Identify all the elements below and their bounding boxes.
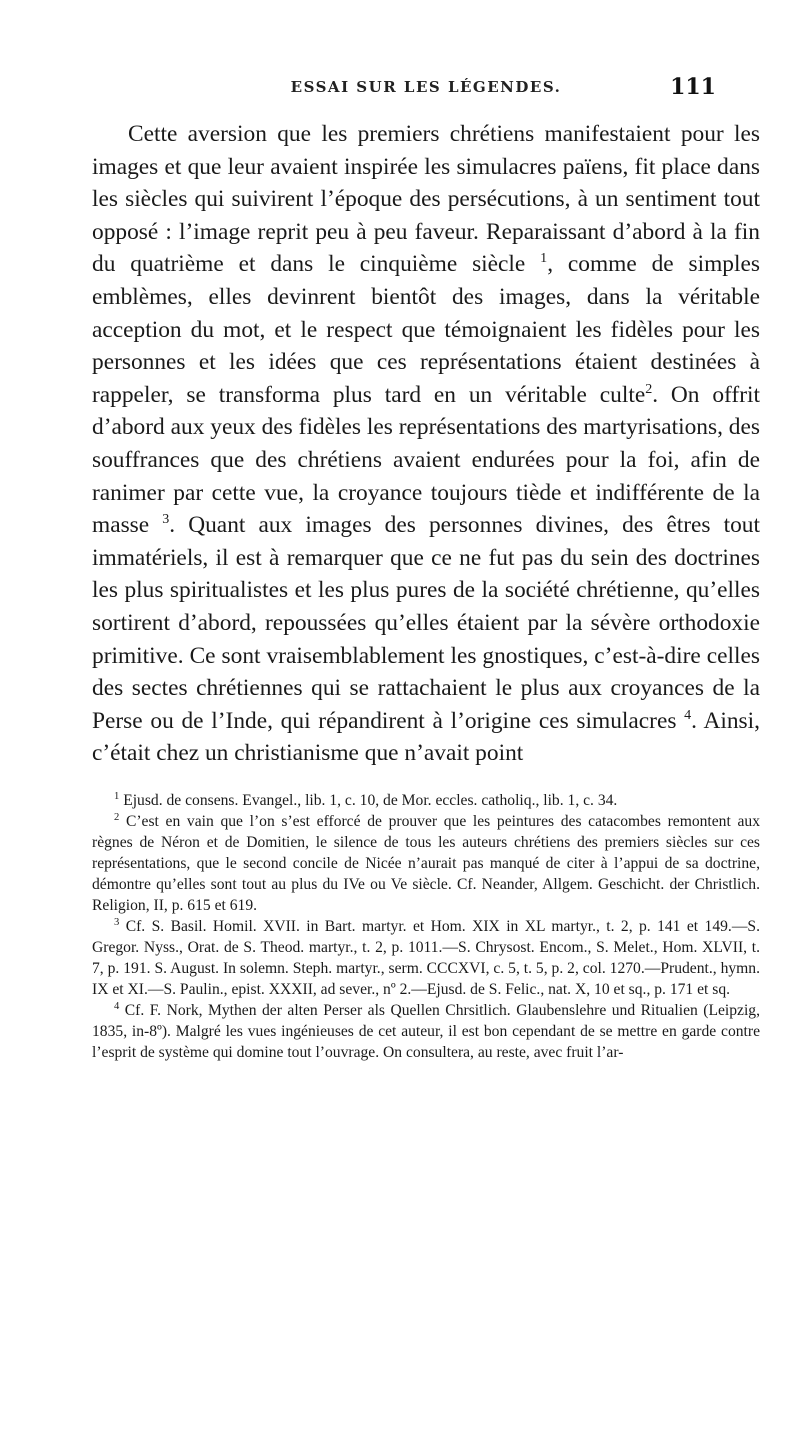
running-title: ESSAI SUR LES LÉGENDES. [290,78,562,96]
footnote-marker: 2 [114,811,120,823]
footnote-text: Ejusd. de consens. Evangel., lib. 1, c. 10, de Mor. eccles. catholiq., lib. 1, c. 34. [119,791,618,809]
footnote [92,916,760,1000]
footnote [92,811,760,916]
footnotes [92,790,760,1063]
footnote-marker: 1 [114,790,120,802]
page-number: 111 [670,74,716,100]
footnote [92,1000,760,1063]
footnote-ref: 4 [684,706,692,723]
footnote-marker: 4 [114,1000,120,1012]
footnote-ref: 2 [645,380,653,397]
footnote-text: C’est en vain que l’on s’est efforcé de prouver que les peintures des catacombes remontent aux règnes de Néron et de Domitien, le silence de tous les auteurs chrétiens des premiers siècles sur ces représentations, que le second concile de Nicée n’aurait pas manqué de citer à l’appui de sa doctrine, démontre qu’elles sont tout au plus du IVe ou Ve siècle. Cf. Neander, Allgem. Geschicht. der Christlich. Religion, II, p. 615 et 619. [92,812,760,914]
paragraph-segment: , comme de simples emblèmes, elles devinrent bientôt des images, dans la véritable acception du mot, et le respect que témoignaient les fidèles pour les personnes et les idées que ces représentations étaient destinées à rappeler, se transforma plus tard en un véritable culte [92,251,760,408]
footnote-text: Cf. S. Basil. Homil. XVII. in Bart. martyr. et Hom. XIX in XL martyr., t. 2, p. 141 et 149.—S. Gregor. Nyss., Orat. de S. Theod. martyr., t. 2, p. 1011.—S. Chrysost. Encom., S. Melet., Hom. XLVII, t. 7, p. 191. S. August. In solemn. Steph. martyr., serm. CCCXVI, c. 5, t. 5, p. 2, col. 1270.—Prudent., hymn. IX et XI.—S. Paulin., epist. XXXII, ad sever., nº 2.—Ejusd. de S. Felic., nat. X, 10 et sq., p. 171 et sq. [92,917,760,998]
footnote-ref: 3 [162,511,170,528]
paragraph-segment: . Quant aux images des personnes divines, des êtres tout immatériels, il est à remarquer que ce ne fut pas du sein des doctrines les plus spiritualistes et les plus pures de la société chrétienne, qu’elles sortirent d’abord, repoussées qu’elles étaient par la sévère orthodoxie primitive. Ce sont vraisemblablement les gnostiques, c’est-à-dire celles des sectes chrétiennes qui se rattachaient le plus aux croyances de la Perse ou de l’Inde, qui répandirent à l’origine ces simulacres [92,512,760,734]
footnote-marker: 3 [114,916,120,928]
footnote-text: Cf. F. Nork, Mythen der alten Perser als Quellen Chrsitlich. Glaubenslehre und Ritualien (Leipzig, 1835, in-8º). Malgré les vues ingénieuses de cet auteur, il est bon cependant de se mettre en garde contre l’esprit de système qui domine tout l’ouvrage. On consultera, au reste, avec fruit l’ar- [92,1001,760,1061]
running-head [92,74,760,112]
footnote [92,790,760,811]
paragraph-segment: . Ainsi, c’était chez un christianisme que n’avait point [92,707,760,767]
paragraph-segment: Cette aversion que les premiers chrétiens manifestaient pour les images et que leur avaient inspirée les simulacres païens, fit place dans les siècles qui suivirent l’époque des persécutions, à un sentiment tout opposé : l’image reprit peu à peu faveur. Reparaissant d’abord à la fin du quatrième et dans le cinquième siècle [92,121,760,278]
paragraph-segment: . On offrit d’abord aux yeux des fidèles les représentations des martyrisations, des souffrances que des chrétiens avaient endurées pour la foi, afin de ranimer par cette vue, la croyance toujours tiède et indifférente de la masse [92,381,760,539]
main-paragraph [92,118,760,770]
footnote-ref: 1 [540,250,548,267]
